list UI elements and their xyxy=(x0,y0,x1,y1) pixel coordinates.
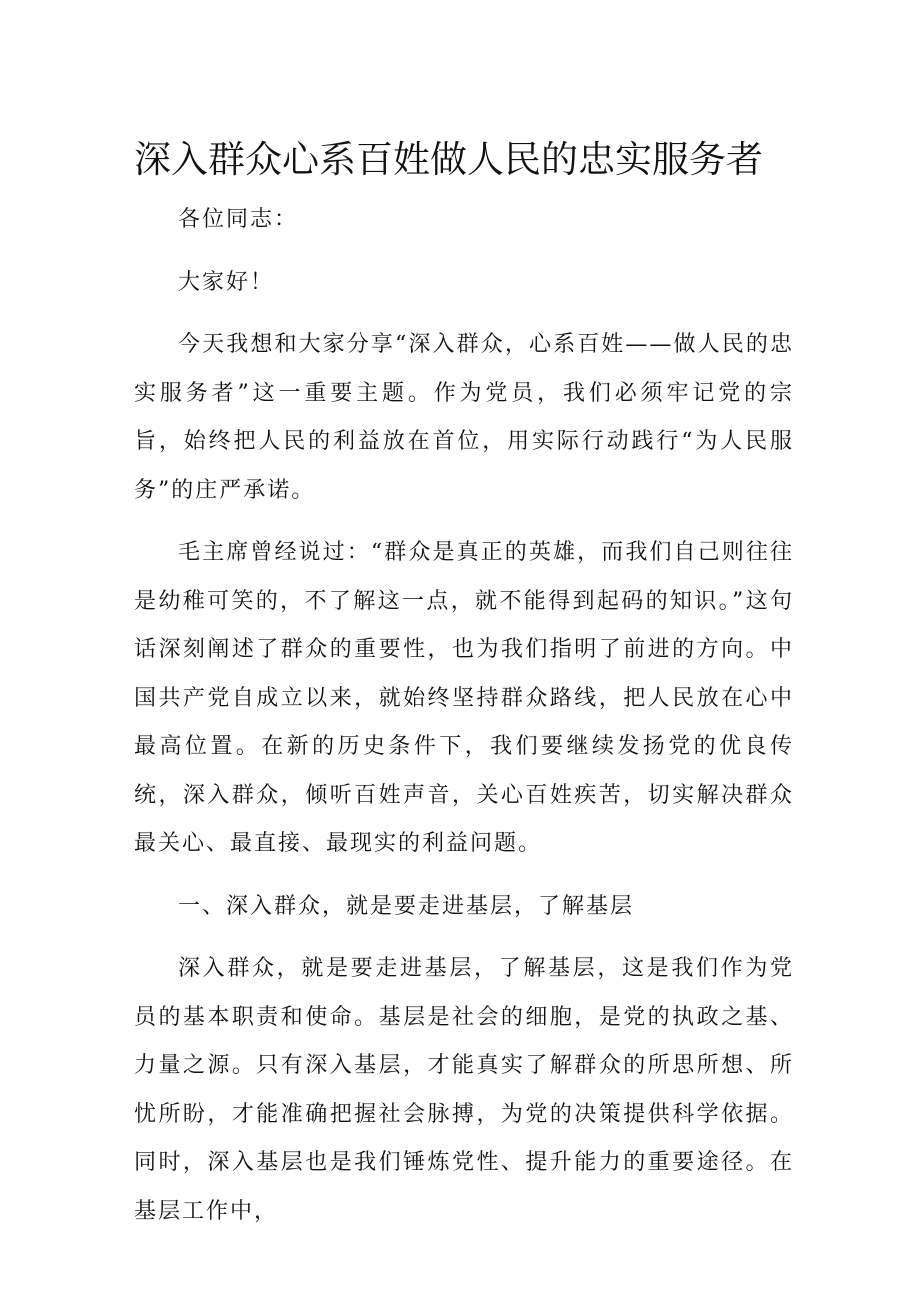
body-paragraph: 今天我想和大家分享“深入群众，心系百姓——做人民的忠实服务者”这一重要主题。作为党员，我们必须牢记党的宗旨，始终把人民的利益放在首位，用实际行动践行“为人民服务”的庄严承诺。 xyxy=(134,332,794,503)
section-heading: 一、深入群众，就是要走进基层，了解基层 xyxy=(178,893,635,919)
document-title: 深入群众心系百姓做人民的忠实服务者 xyxy=(134,138,763,181)
body-paragraph: 毛主席曾经说过：“群众是真正的英雄，而我们自己则往往是幼稚可笑的，不了解这一点，就不能得到起码的知识。”这句话深刻阐述了群众的重要性，也为我们指明了前进的方向。中国共产党自成立以来，就始终坚持群众路线，把人民放在心中最高位置。在新的历史条件下，我们要继续发扬党的优良传统，深入群众，倾听百姓声音，关心百姓疾苦，切实解决群众最关心、最直接、最现实的利益问题。 xyxy=(134,540,794,856)
greeting: 大家好！ xyxy=(178,269,275,295)
document-page xyxy=(134,130,794,1250)
body-paragraph: 深入群众，就是要走进基层，了解基层，这是我们作为党员的基本职责和使命。基层是社会的细胞，是党的执政之基、力量之源。只有深入基层，才能真实了解群众的所思所想、所忧所盼，才能准确把握社会脉搏，为党的决策提供科学依据。同时，深入基层也是我们锤炼党性、提升能力的重要途径。在基层工作中， xyxy=(134,956,794,1224)
salutation: 各位同志： xyxy=(178,207,299,232)
